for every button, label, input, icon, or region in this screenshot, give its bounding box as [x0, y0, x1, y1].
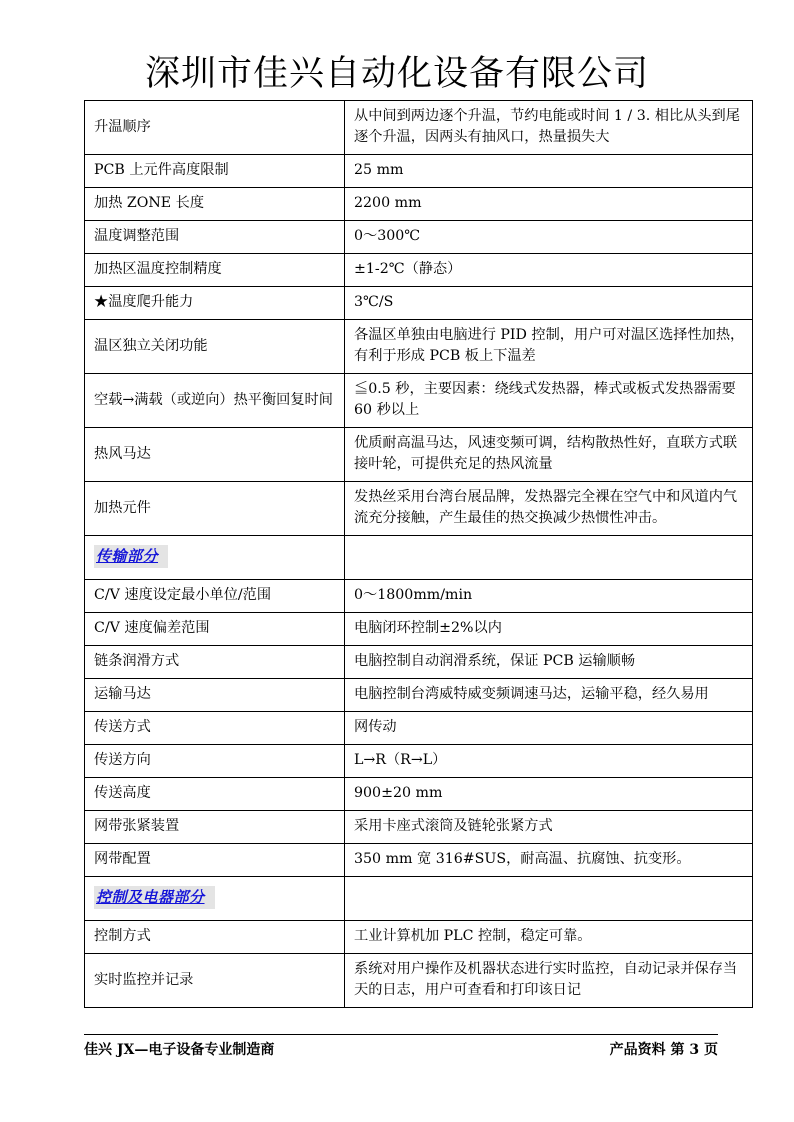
- spec-label-cell: 加热 ZONE 长度: [85, 188, 345, 221]
- spec-label-cell: 传送方式: [85, 712, 345, 745]
- table-row: [85, 778, 753, 811]
- section-title-label: 控制及电器部分: [94, 886, 215, 909]
- spec-value-cell: 900±20 mm: [345, 778, 753, 811]
- spec-label-cell: 网带张紧装置: [85, 811, 345, 844]
- table-row: [85, 745, 753, 778]
- spec-value-cell: 0～300℃: [345, 221, 753, 254]
- spec-value-cell: L→R（R→L）: [345, 745, 753, 778]
- table-row: [85, 155, 753, 188]
- spec-label-cell: 空载→满载（或逆向）热平衡回复时间: [85, 374, 345, 428]
- table-row: [85, 712, 753, 745]
- spec-value-cell: 从中间到两边逐个升温，节约电能或时间 1 / 3. 相比从头到尾逐个升温，因两头有抽风口，热量损失大: [345, 101, 753, 155]
- spec-label-cell: 热风马达: [85, 428, 345, 482]
- page-footer: [84, 1034, 718, 1060]
- table-row: [85, 188, 753, 221]
- table-row: [85, 221, 753, 254]
- table-row: [85, 921, 753, 954]
- footer-page-number: 产品资料 第 3 页: [609, 1042, 718, 1058]
- spec-label-cell: 温度调整范围: [85, 221, 345, 254]
- spec-value-cell: 系统对用户操作及机器状态进行实时监控，自动记录并保存当天的日志，用户可查看和打印该日记: [345, 954, 753, 1008]
- section-title-label: 传输部分: [94, 545, 168, 568]
- section-header-cell: [85, 877, 345, 921]
- spec-value-cell: 25 mm: [345, 155, 753, 188]
- table-row: [85, 580, 753, 613]
- spec-value-cell: 各温区单独由电脑进行 PID 控制，用户可对温区选择性加热，有利于形成 PCB 板上下温差: [345, 320, 753, 374]
- spec-value-cell: 网传动: [345, 712, 753, 745]
- spec-label-cell: 温区独立关闭功能: [85, 320, 345, 374]
- table-row: [85, 428, 753, 482]
- spec-value-cell: 电脑控制台湾威特威变频调速马达，运输平稳，经久易用: [345, 679, 753, 712]
- spec-value-cell: 优质耐高温马达，风速变频可调，结构散热性好，直联方式联接叶轮，可提供充足的热风流量: [345, 428, 753, 482]
- table-row: [85, 101, 753, 155]
- section-header-spacer-cell: [345, 536, 753, 580]
- spec-label-cell: 升温顺序: [85, 101, 345, 155]
- table-row: [85, 320, 753, 374]
- spec-value-cell: ≦0.5 秒，主要因素：绕线式发热器，棒式或板式发热器需要 60 秒以上: [345, 374, 753, 428]
- spec-label-cell: 传送高度: [85, 778, 345, 811]
- spec-value-cell: 3℃/S: [345, 287, 753, 320]
- spec-label-cell: C/V 速度设定最小单位/范围: [85, 580, 345, 613]
- table-section-header-row: [85, 536, 753, 580]
- spec-value-cell: ±1-2℃（静态）: [345, 254, 753, 287]
- section-header-cell: [85, 536, 345, 580]
- spec-value-cell: 采用卡座式滚筒及链轮张紧方式: [345, 811, 753, 844]
- spec-label-cell: 运输马达: [85, 679, 345, 712]
- spec-value-cell: 350 mm 宽 316#SUS，耐高温、抗腐蚀、抗变形。: [345, 844, 753, 877]
- page-title: 深圳市佳兴自动化设备有限公司: [144, 54, 649, 94]
- table-row: [85, 811, 753, 844]
- spec-value-cell: 发热丝采用台湾台展品牌，发热器完全裸在空气中和风道内气流充分接触，产生最佳的热交换减少热惯性冲击。: [345, 482, 753, 536]
- spec-label-cell: 网带配置: [85, 844, 345, 877]
- table-row: [85, 287, 753, 320]
- spec-label-cell: ★温度爬升能力: [85, 287, 345, 320]
- spec-label-cell: 加热元件: [85, 482, 345, 536]
- spec-value-cell: 2200 mm: [345, 188, 753, 221]
- spec-label-cell: 加热区温度控制精度: [85, 254, 345, 287]
- table-row: [85, 613, 753, 646]
- spec-label-cell: C/V 速度偏差范围: [85, 613, 345, 646]
- footer-divider: [84, 1034, 718, 1035]
- table-row: [85, 646, 753, 679]
- spec-label-cell: 控制方式: [85, 921, 345, 954]
- specification-table-body: [85, 101, 753, 1008]
- spec-label-cell: 传送方向: [85, 745, 345, 778]
- table-section-header-row: [85, 877, 753, 921]
- table-row: [85, 482, 753, 536]
- spec-value-cell: 0～1800mm/min: [345, 580, 753, 613]
- table-row: [85, 679, 753, 712]
- table-row: [85, 254, 753, 287]
- spec-label-cell: PCB 上元件高度限制: [85, 155, 345, 188]
- spec-label-cell: 实时监控并记录: [85, 954, 345, 1008]
- section-header-spacer-cell: [345, 877, 753, 921]
- spec-label-cell: 链条润滑方式: [85, 646, 345, 679]
- table-row: [85, 374, 753, 428]
- spec-value-cell: 电脑控制自动润滑系统，保证 PCB 运输顺畅: [345, 646, 753, 679]
- footer-content: [84, 1040, 718, 1060]
- table-row: [85, 954, 753, 1008]
- spec-value-cell: 电脑闭环控制±2%以内: [345, 613, 753, 646]
- table-row: [85, 844, 753, 877]
- spec-value-cell: 工业计算机加 PLC 控制，稳定可靠。: [345, 921, 753, 954]
- specification-table: [84, 100, 753, 1008]
- footer-company-slogan: 佳兴 JX—电子设备专业制造商: [84, 1042, 275, 1058]
